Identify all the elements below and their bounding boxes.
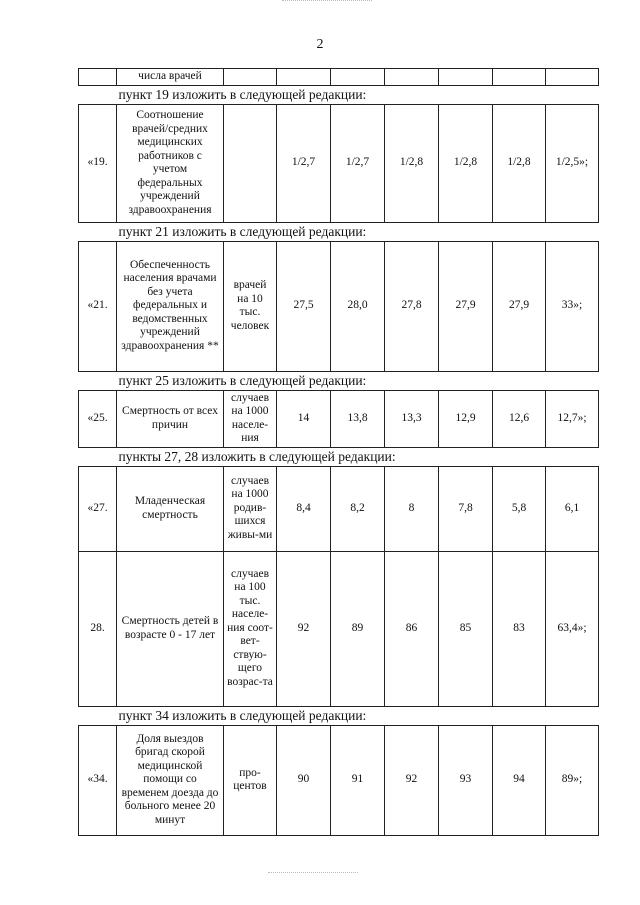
value-cell: 93 bbox=[439, 725, 493, 835]
empty-cell bbox=[79, 69, 117, 86]
table-row bbox=[79, 104, 599, 222]
value-cell: 6,1 bbox=[546, 466, 599, 551]
indicator-name: Соотношение врачей/средних медицинских работников с учетом федеральных учреждений здравоохранения bbox=[117, 104, 224, 222]
value-cell: 8,2 bbox=[331, 466, 385, 551]
unit-cell: врачей на 10 тыс. человек bbox=[224, 241, 277, 371]
value-cell: 63,4»; bbox=[546, 551, 599, 706]
value-cell: 92 bbox=[277, 551, 331, 706]
empty-cell bbox=[331, 69, 385, 86]
value-cell: 12,6 bbox=[493, 390, 546, 447]
value-cell: 91 bbox=[331, 725, 385, 835]
instruction-row bbox=[79, 706, 599, 725]
value-cell: 90 bbox=[277, 725, 331, 835]
unit-cell: случаев на 1000 населе-ния bbox=[224, 390, 277, 447]
indicator-name: Младенческая смертность bbox=[117, 466, 224, 551]
empty-cell bbox=[385, 69, 439, 86]
continuation-row bbox=[79, 69, 599, 86]
value-cell: 12,7»; bbox=[546, 390, 599, 447]
value-cell: 89 bbox=[331, 551, 385, 706]
value-cell: 1/2,5»; bbox=[546, 104, 599, 222]
empty-cell bbox=[439, 69, 493, 86]
item-number: 28. bbox=[79, 551, 117, 706]
table-row bbox=[79, 725, 599, 835]
value-cell: 12,9 bbox=[439, 390, 493, 447]
value-cell: 27,9 bbox=[439, 241, 493, 371]
empty-cell bbox=[224, 69, 277, 86]
value-cell: 8,4 bbox=[277, 466, 331, 551]
table-row bbox=[79, 466, 599, 551]
value-cell: 1/2,8 bbox=[385, 104, 439, 222]
instruction-row bbox=[79, 222, 599, 241]
unit-cell: случаев на 1000 родив-шихся живы-ми bbox=[224, 466, 277, 551]
value-cell: 28,0 bbox=[331, 241, 385, 371]
instruction-row bbox=[79, 447, 599, 466]
item-number: «34. bbox=[79, 725, 117, 835]
value-cell: 33»; bbox=[546, 241, 599, 371]
instruction-text: пункт 19 изложить в следующей редакции: bbox=[79, 85, 599, 104]
instruction-text: пункты 27, 28 изложить в следующей редакции: bbox=[79, 447, 599, 466]
value-cell: 7,8 bbox=[439, 466, 493, 551]
indicator-name: Обеспеченность населения врачами без учета федеральных и ведомственных учреждений здравоохранения ** bbox=[117, 241, 224, 371]
item-number: «21. bbox=[79, 241, 117, 371]
value-cell: 13,3 bbox=[385, 390, 439, 447]
instruction-text: пункт 34 изложить в следующей редакции: bbox=[79, 706, 599, 725]
bottom-stamp bbox=[268, 858, 358, 873]
value-cell: 94 bbox=[493, 725, 546, 835]
empty-cell bbox=[493, 69, 546, 86]
value-cell: 5,8 bbox=[493, 466, 546, 551]
table-row bbox=[79, 241, 599, 371]
value-cell: 27,5 bbox=[277, 241, 331, 371]
value-cell: 1/2,8 bbox=[493, 104, 546, 222]
empty-cell bbox=[546, 69, 599, 86]
value-cell: 83 bbox=[493, 551, 546, 706]
value-cell: 13,8 bbox=[331, 390, 385, 447]
value-cell: 27,8 bbox=[385, 241, 439, 371]
table-row bbox=[79, 551, 599, 706]
value-cell: 8 bbox=[385, 466, 439, 551]
value-cell: 1/2,8 bbox=[439, 104, 493, 222]
instruction-text: пункт 25 изложить в следующей редакции: bbox=[79, 371, 599, 390]
value-cell: 1/2,7 bbox=[277, 104, 331, 222]
empty-cell bbox=[277, 69, 331, 86]
indicator-name: Доля выездов бригад скорой медицинской помощи со временем доезда до больного менее 20 минут bbox=[117, 725, 224, 835]
instruction-row bbox=[79, 371, 599, 390]
value-cell: 14 bbox=[277, 390, 331, 447]
page-number: 2 bbox=[316, 37, 324, 52]
value-cell: 27,9 bbox=[493, 241, 546, 371]
instruction-row bbox=[79, 85, 599, 104]
item-number: «25. bbox=[79, 390, 117, 447]
value-cell: 86 bbox=[385, 551, 439, 706]
indicator-name: числа врачей bbox=[117, 69, 224, 86]
amendment-table bbox=[78, 68, 599, 836]
top-stamp bbox=[282, 0, 372, 7]
value-cell: 92 bbox=[385, 725, 439, 835]
table-row bbox=[79, 390, 599, 447]
unit-cell bbox=[224, 104, 277, 222]
indicator-name: Смертность детей в возрасте 0 - 17 лет bbox=[117, 551, 224, 706]
value-cell: 1/2,7 bbox=[331, 104, 385, 222]
value-cell: 89»; bbox=[546, 725, 599, 835]
instruction-text: пункт 21 изложить в следующей редакции: bbox=[79, 222, 599, 241]
item-number: «27. bbox=[79, 466, 117, 551]
item-number: «19. bbox=[79, 104, 117, 222]
indicator-name: Смертность от всех причин bbox=[117, 390, 224, 447]
unit-cell: про-центов bbox=[224, 725, 277, 835]
value-cell: 85 bbox=[439, 551, 493, 706]
unit-cell: случаев на 100 тыс. населе-ния соот-вет-ствую-щего возрас-та bbox=[224, 551, 277, 706]
